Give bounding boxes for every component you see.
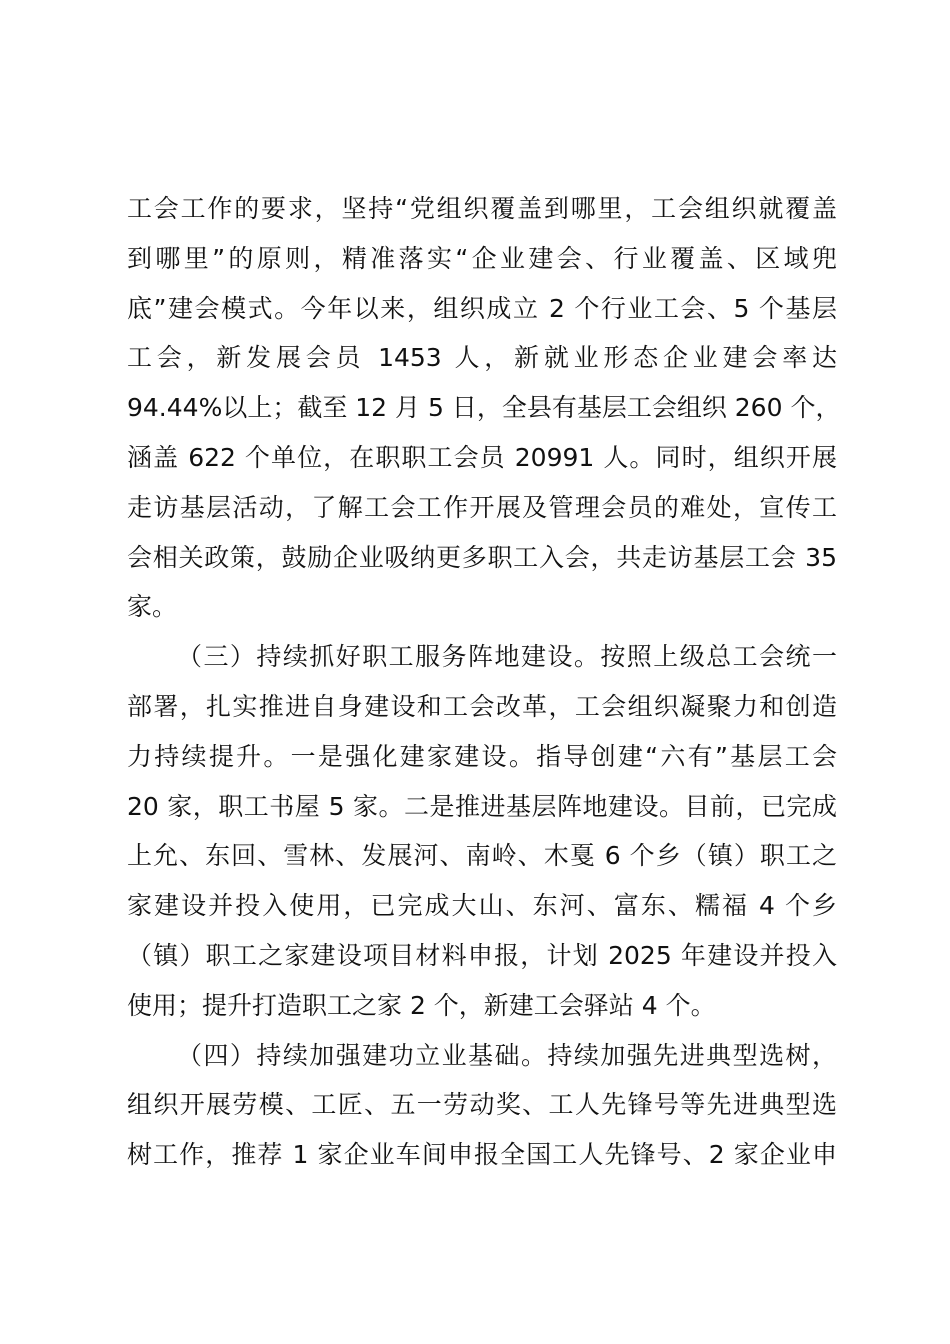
text-line: 走访基层活动，了解工会工作开展及管理会员的难处，宣传工 [127,492,837,522]
document-body [127,184,841,1180]
text-line: 20 家，职工书屋 5 家。二是推进基层阵地建设。目前，已完成 [127,791,837,821]
text-line: 上允、东回、雪林、发展河、南岭、木戛 6 个乡（镇）职工之 [127,841,837,871]
text-line: 家。 [127,592,178,622]
text-line: （四）持续加强建功立业基础。持续加强先进典型选树， [177,1040,837,1070]
text-line: 家建设并投入使用，已完成大山、东河、富东、糯福 4 个乡 [127,891,837,921]
text-line: 工会工作的要求，坚持“党组织覆盖到哪里，工会组织就覆盖 [127,194,837,223]
text-line: 树工作，推荐 1 家企业车间申报全国工人先锋号、2 家企业申 [127,1140,837,1170]
paragraph [127,184,841,632]
text-line: 到哪里”的原则，精准落实“企业建会、行业覆盖、区域兜 [127,243,837,273]
text-line: 会相关政策，鼓励企业吸纳更多职工入会，共走访基层工会 35 [127,542,837,572]
text-line: （镇）职工之家建设项目材料申报，计划 2025 年建设并投入 [127,940,837,970]
text-line: 使用；提升打造职工之家 2 个，新建工会驿站 4 个。 [127,990,716,1020]
paragraph [127,632,837,1030]
text-line: 部署，扎实推进自身建设和工会改革，工会组织凝聚力和创造 [127,691,837,721]
text-line: 底”建会模式。今年以来，组织成立 2 个行业工会、5 个基层 [127,293,837,323]
text-line: 94.44%以上；截至 12 月 5 日，全县有基层工会组织 260 个， [127,393,841,423]
text-line: 组织开展劳模、工匠、五一劳动奖、工人先锋号等先进典型选 [127,1090,837,1120]
paragraph [127,1031,837,1180]
text-line: 涵盖 622 个单位，在职职工会员 20991 人。同时，组织开展 [127,442,837,472]
text-line: （三）持续抓好职工服务阵地建设。按照上级总工会统一 [177,642,837,672]
text-line: 力持续提升。一是强化建家建设。指导创建“六有”基层工会 [127,741,837,771]
text-line: 工会，新发展会员 1453 人，新就业形态企业建会率达 [127,343,837,373]
